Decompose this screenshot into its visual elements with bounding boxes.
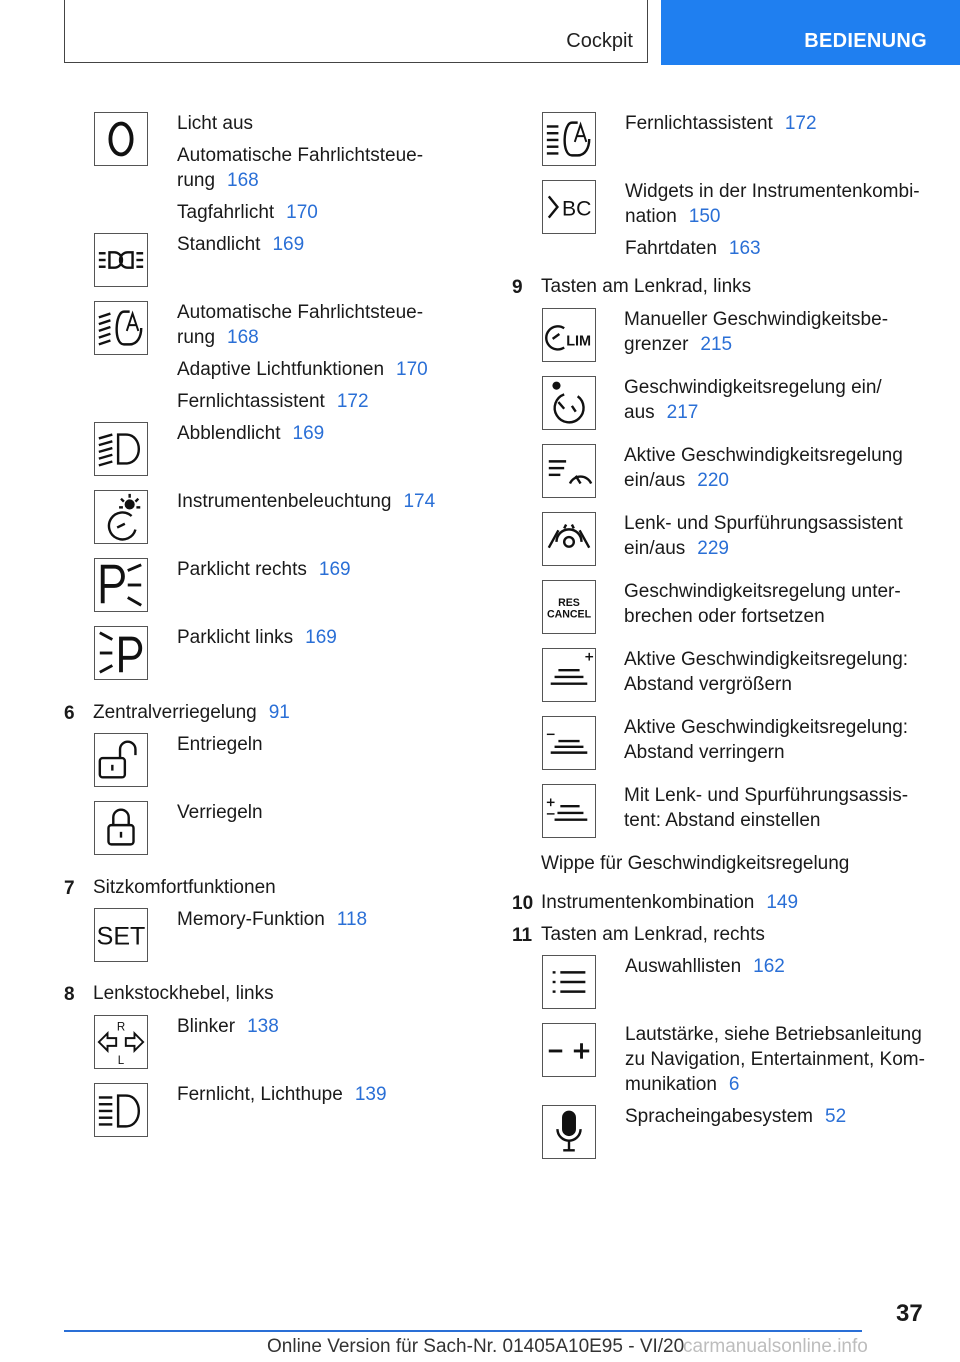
unlock-icon	[94, 733, 148, 787]
high-beam-assist-label-r: Fernlichtassistent 172	[625, 113, 817, 134]
page-ref[interactable]: 174	[403, 491, 436, 512]
lane-assist-label-cont: ein/aus 229	[624, 538, 729, 559]
active-cruise-label: Aktive Geschwindigkeitsregelung	[624, 445, 903, 466]
res-cancel-icon	[542, 580, 596, 634]
lim-icon-label: LIM	[566, 333, 592, 350]
watermark: carmanualsonline.info	[683, 1336, 868, 1357]
light-off-icon	[94, 112, 148, 166]
voice-control-label: Spracheingabesystem 52	[625, 1106, 847, 1127]
widgets-bc-icon	[542, 180, 596, 234]
high-beam-assist-label: Fernlichtassistent 172	[177, 391, 369, 412]
cancel-icon-label: CANCEL	[546, 608, 592, 621]
instrument-lighting-icon	[94, 490, 148, 544]
distance-set-label: Mit Lenk- und Spurführungsassis-	[624, 785, 909, 806]
page-ref[interactable]: 170	[286, 202, 318, 223]
set-icon-label: SET	[96, 922, 146, 951]
page-ref[interactable]: 139	[354, 1084, 387, 1105]
steering-right-title: Tasten am Lenkrad, rechts	[541, 924, 765, 945]
selection-list-icon	[542, 955, 596, 1009]
section-number-11: 11	[512, 925, 533, 946]
cruise-control-icon	[542, 376, 596, 430]
section-number-9: 9	[512, 277, 523, 298]
lock-label: Verriegeln	[177, 802, 263, 823]
active-cruise-label-cont: ein/aus 220	[624, 470, 729, 491]
distance-decrease-icon	[542, 716, 596, 770]
distance-set-icon	[542, 784, 596, 838]
low-beam-icon	[94, 422, 148, 476]
turn-signal-icon	[94, 1015, 148, 1069]
parking-light-right-icon	[94, 558, 148, 612]
adaptive-light-label: Adaptive Lichtfunktionen 170	[177, 359, 428, 380]
page-ref[interactable]: 118	[336, 909, 368, 930]
page-ref[interactable]: 52	[825, 1106, 847, 1127]
active-cruise-icon	[542, 444, 596, 498]
instrument-lighting-label: Instrumentenbeleuchtung 174	[177, 491, 436, 512]
page-ref[interactable]: 138	[247, 1016, 279, 1037]
cruise-control-label: Geschwindigkeitsregelung ein/	[624, 377, 882, 398]
distance-decrease-label-cont: Abstand verringern	[624, 742, 785, 763]
high-beam-flash-label: Fernlicht, Lichthupe 139	[177, 1084, 387, 1105]
page-ref[interactable]: 168	[227, 170, 259, 191]
parking-light-label: Standlicht 169	[177, 234, 305, 255]
widgets-label-cont: nation 150	[625, 206, 721, 227]
parking-right-label: Parklicht rechts 169	[177, 559, 351, 580]
page-ref[interactable]: 172	[336, 391, 369, 412]
steering-left-title: Tasten am Lenkrad, links	[541, 276, 752, 297]
chapter-title: BEDIENUNG	[804, 30, 927, 52]
low-beam-label: Abblendlicht 169	[177, 423, 325, 444]
high-beam-icon	[94, 1083, 148, 1137]
section-title: Cockpit	[566, 30, 633, 52]
page-number: 37	[896, 1300, 923, 1327]
selection-list-label: Auswahllisten 162	[625, 956, 785, 977]
parking-light-icon	[94, 233, 148, 287]
section-number-10: 10	[512, 893, 534, 914]
page-ref[interactable]: 169	[318, 559, 351, 580]
microphone-icon	[542, 1105, 596, 1159]
lock-icon	[94, 801, 148, 855]
page-ref[interactable]: 217	[666, 402, 699, 423]
footer-text: Online Version für Sach-Nr. 01405A10E95 - VI/20	[267, 1336, 685, 1357]
speed-limiter-label: Manueller Geschwindigkeitsbe-	[624, 309, 889, 330]
res-cancel-label: Geschwindigkeitsregelung unter-	[624, 581, 901, 602]
auto-headlight-label-2: Automatische Fahrlichtsteue-	[177, 302, 424, 323]
page-ref[interactable]: 229	[697, 538, 729, 559]
distance-set-label-cont: tent: Abstand einstellen	[624, 810, 821, 831]
turn-signal-label: Blinker 138	[177, 1016, 279, 1037]
rocker-switch-label: Wippe für Geschwindigkeitsregelung	[541, 853, 850, 874]
parking-light-left-icon	[94, 626, 148, 680]
distance-increase-icon	[542, 648, 596, 702]
header-chapter-box	[661, 0, 960, 65]
page-ref[interactable]: 150	[688, 206, 721, 227]
page-ref[interactable]: 170	[396, 359, 428, 380]
page-ref[interactable]: 168	[227, 327, 259, 348]
page-ref[interactable]: 163	[728, 238, 761, 259]
res-cancel-label-cont: brechen oder fortsetzen	[624, 606, 825, 627]
instrument-cluster-title: Instrumentenkombination 149	[541, 892, 799, 913]
svg-text:L: L	[117, 1055, 125, 1068]
auto-headlight-icon	[94, 301, 148, 355]
distance-decrease-label: Aktive Geschwindigkeitsregelung:	[624, 717, 909, 738]
auto-headlight-label-cont: rung 168	[177, 170, 259, 191]
volume-label-cont: zu Navigation, Entertainment, Kom-	[625, 1049, 925, 1070]
svg-text:R: R	[116, 1021, 126, 1034]
page-ref[interactable]: 169	[305, 627, 337, 648]
distance-increase-label-cont: Abstand vergrößern	[624, 674, 792, 695]
page-ref[interactable]: 6	[728, 1074, 740, 1095]
auto-headlight-label: Automatische Fahrlichtsteue-	[177, 145, 424, 166]
unlock-label: Entriegeln	[177, 734, 263, 755]
trip-data-label: Fahrtdaten 163	[625, 238, 761, 259]
lane-assist-icon	[542, 512, 596, 566]
page-ref[interactable]: 215	[700, 334, 733, 355]
seat-comfort-title: Sitzkomfortfunktionen	[93, 877, 276, 898]
distance-increase-label: Aktive Geschwindigkeitsregelung:	[624, 649, 909, 670]
high-beam-assist-icon	[542, 112, 596, 166]
bc-icon-label: BC	[561, 197, 592, 221]
memory-set-icon	[94, 908, 148, 962]
memory-function-label: Memory-Funktion 118	[177, 909, 368, 930]
res-icon-label: RES	[558, 597, 580, 610]
page-ref[interactable]: 91	[268, 702, 290, 723]
section-number-7: 7	[64, 878, 75, 899]
speed-limiter-icon	[542, 308, 596, 362]
page-ref[interactable]: 172	[784, 113, 817, 134]
page-ref[interactable]: 169	[272, 234, 305, 255]
page-ref[interactable]: 169	[292, 423, 325, 444]
header-section-box	[64, 0, 648, 63]
central-locking-title: Zentralverriegelung 91	[93, 702, 290, 723]
page-ref[interactable]: 220	[697, 470, 729, 491]
footer-rule	[64, 1330, 862, 1332]
page-ref[interactable]: 149	[766, 892, 799, 913]
speed-limiter-label-cont: grenzer 215	[624, 334, 733, 355]
volume-label: Lautstärke, siehe Betriebsanleitung	[625, 1024, 922, 1045]
parking-left-label: Parklicht links 169	[177, 627, 337, 648]
auto-headlight-label-2-cont: rung 168	[177, 327, 259, 348]
section-number-6: 6	[64, 703, 75, 724]
light-off-label: Licht aus	[177, 113, 254, 134]
daytime-light-label: Tagfahrlicht 170	[177, 202, 318, 223]
cruise-control-label-cont: aus 217	[624, 402, 699, 423]
volume-icon	[542, 1023, 596, 1077]
lane-assist-label: Lenk- und Spurführungsassistent	[624, 513, 903, 534]
widgets-label: Widgets in der Instrumentenkombi-	[625, 181, 920, 202]
page-ref[interactable]: 162	[753, 956, 785, 977]
volume-label-cont-2: munikation 6	[625, 1074, 740, 1095]
section-number-8: 8	[64, 984, 75, 1005]
turn-stalk-title: Lenkstockhebel, links	[93, 983, 274, 1004]
